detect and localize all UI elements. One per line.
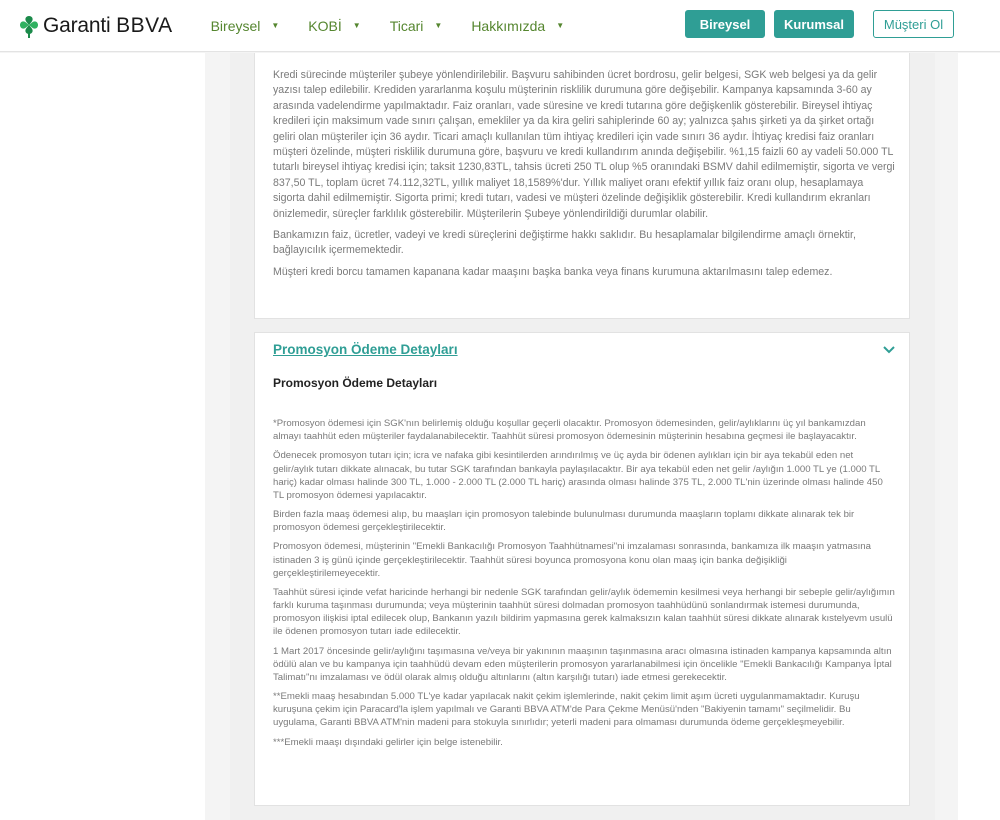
nav-item-kobi[interactable] xyxy=(308,18,360,34)
header-buttons xyxy=(685,10,954,38)
caret-down-icon: ▼ xyxy=(352,21,361,30)
logo-name: Garanti xyxy=(43,14,111,37)
caret-down-icon: ▼ xyxy=(556,21,565,30)
nav-item-hakkimizda[interactable] xyxy=(471,18,564,34)
promo-paragraph: ***Emekli maaşı dışındaki gelirler için belge istenebilir. xyxy=(273,736,503,748)
nav-label: Bireysel xyxy=(210,17,261,34)
kurumsal-button[interactable]: Kurumsal xyxy=(774,10,854,38)
bireysel-button[interactable]: Bireysel xyxy=(685,10,765,38)
promo-paragraph: 1 Mart 2017 öncesinde gelir/aylığını taşımasına ve/veya bir yakınının maaşının taşınmasına aracı olmasına istinaden kampanya kapsamında altın ödülü alan ve bu kampanya için taahhüdü devam eden müşterilerin promosyon yararlanabilmesi için öncelikle "Emekli Bankacılığı Kampanya İptal Talimatı"nı imzalaması ve ödül olarak almış olduğu altınlarını (altın karşılığı tutarı) iade etmesi gerekecektir. xyxy=(273,645,892,683)
promo-paragraph: Birden fazla maaş ödemesi alıp, bu maaşları için promosyon talebinde bulunulması durumunda maaşların toplamı dikkate alınarak tek bir promosyon ödemesi gerçekleştirilecektir. xyxy=(273,509,855,534)
left-sidebar xyxy=(0,53,205,820)
nav-label: Ticari xyxy=(389,17,424,34)
nav-label: Hakkımızda xyxy=(471,17,546,34)
right-sidebar xyxy=(958,53,1000,820)
caret-down-icon: ▼ xyxy=(271,21,280,30)
nav-label: KOBİ xyxy=(308,17,342,34)
promo-paragraph: *Promosyon ödemesi için SGK'nın belirlemiş olduğu koşullar geçerli olacaktır. Promosyon ödemesinden, gelir/aylıklarını üç yıl bankamızdan almayı taahhüt eden müşteriler faydalanabilecektir. Taahhüt süresi promosyon ödemesinin müşterinin hesabına geçmesi ile başlayacaktır. xyxy=(273,418,866,443)
site-header xyxy=(0,0,1000,52)
logo-text xyxy=(43,15,173,36)
clover-logo-icon xyxy=(18,14,40,38)
promo-paragraph: Taahhüt süresi içinde vefat haricinde herhangi bir nedenle SGK tarafından gelir/aylık ödememin kesilmesi veya herhangi bir sebeple gelir/aylığımın farklı kuruma taşınması durumunda; veya müşterinin taahhüt süresi dolmadan promosyon taahhüdünü sonlandırmak istemesi durumunda, promosyon ilişkisi iptal edilecek olup, Bankanın yazılı bildirim yapmasına gerek kalmaksızın kalan taahhüt süresi dikkate alınarak kıstelyevm usulü ile ödenen promosyon tutarı iade edilecektir. xyxy=(273,586,895,638)
main-nav xyxy=(211,18,594,34)
nav-item-bireysel[interactable] xyxy=(211,18,280,34)
promo-accordion-header[interactable]: Promosyon Ödeme Detayları xyxy=(273,342,458,357)
logo-bank: BBVA xyxy=(116,14,173,37)
musteri-ol-button[interactable]: Müşteri Ol xyxy=(873,10,954,38)
promo-paragraph: **Emekli maaş hesabından 5.000 TL'ye kadar yapılacak nakit çekim işlemlerinde, nakit çekim limit aşım ücreti uygulanmamaktadır. Kuruşu kuruşuna çekim için Paracard'la işlem yapılmalı ve Garanti BBVA ATM'de Para Çekme Menüsü'nden "Bakiyenin tamamı" seçilmelidir. Bu uygulama, Garanti BBVA ATM'nin madeni para stokuyla sınırlıdır; yeterli madeni para olmaması durumunda ödeme gerçekleşmeyebilir. xyxy=(273,691,860,729)
promo-paragraph: Promosyon ödemesi, müşterinin "Emekli Bankacılığı Promosyon Taahhütnamesi"ni imzalaması sonrasında, bankamıza ilk maaşın yatmasına istinaden 3 iş günü içinde gerçekleştirilecektir. Taahhüt süresi boyunca promosyona konu olan maaş için banka değişikliği gerçekleştirilemeyecektir. xyxy=(273,541,871,579)
promo-paragraph: Ödenecek promosyon tutarı için; icra ve nafaka gibi kesintilerden arındırılmış ve üç ayda bir ödenen aylıkları için bir aya tekabül eden net gelir/aylık tutarı dikkate alınacak, bu tutar SGK tarafından bankayla paylaşılacaktır. Bir aya tekabül eden net gelir /aylığın 1.000 TL ye (1.000 TL hariç) kadar olması halinde 300 TL, 1.000 - 2.000 TL (2.000 TL hariç) arasında olması halinde 375 TL, 2.000 TL'nin üzerinde olması halinde 450 TL promosyon ödemesi yapılacaktır. xyxy=(273,450,883,501)
loan-info-paragraph: Bankamızın faiz, ücretler, vadeyi ve kredi süreçlerini değiştirme hakkı saklıdır. Bu hesaplamalar bilgilendirme amaçlı örnektir, bağlayıcılık içermemektedir. xyxy=(273,229,856,257)
loan-info-paragraph: Müşteri kredi borcu tamamen kapanana kadar maaşını başka banka veya finans kurumuna aktarılmasını talep edemez. xyxy=(273,265,833,278)
nav-item-ticari[interactable] xyxy=(390,18,443,34)
caret-down-icon: ▼ xyxy=(434,21,443,30)
chevron-down-icon[interactable] xyxy=(883,345,895,355)
loan-info-panel xyxy=(254,53,910,319)
loan-info-paragraph: Kredi sürecinde müşteriler şubeye yönlendirilebilir. Başvuru sahibinden ücret bordrosu, gelir belgesi, SGK web belgesi ya da gelir yazısı talep edilebilir. Krediden yararlanma koşulu müşterinin risklilik durumuna göre değişebilir. Kampanya kapsamında 3-60 ay arasında vadelendirme yapılmaktadır. Faiz oranları, vade süresine ve kredi tutarına göre değişkenlik gösterebilir. Bireysel ihtiyaç kredileri için maksimum vade sınırı çalışan, emekliler ya da kira geliri sahiplerinde 60 ay; yalnızca şahıs şirketi ya da şirket ortağı geliri olan müşteriler için 36 aydır. Ticari amaçlı kullanılan tüm ihtiyaç kredileri için vade sınırı 36 aydır. İhtiyaç kredisi faiz oranları müşteri özelinde, müşteri risklilik durumuna göre, başvuru ve kredi kullandırım anında değişebilir. %1,15 faizli 60 ay vadeli 50.000 TL tutarlı bireysel ihtiyaç kredisi için; taksit 1230,83TL, tahsis ücreti 250 TL olup %5 oranındaki BSMV dahil edilmemiştir, sigorta ve vergi 837,50 TL, toplam ücret 74.112,32TL, yıllık maliyet 18,1589%'dur. Yıllık maliyet oranı efektif yıllık faiz oranı olup, hesaplamaya sigorta dahil edilmemiştir. Sigorta primi; kredi tutarı, vadesi ve müşteri özelinde değişiklik gösterebilir. Kredi kullandırım ekranları önizlemedir, süreçler farklılık gösterebilir. Müşterilerin Şubeye yönlendirildiği durumlar olabilir. xyxy=(273,69,895,220)
promo-accordion xyxy=(254,332,910,806)
garanti-bbva-logo[interactable] xyxy=(18,0,173,52)
promo-details-text xyxy=(273,417,895,755)
promo-subtitle: Promosyon Ödeme Detayları xyxy=(273,376,438,390)
loan-info-text xyxy=(273,68,895,286)
